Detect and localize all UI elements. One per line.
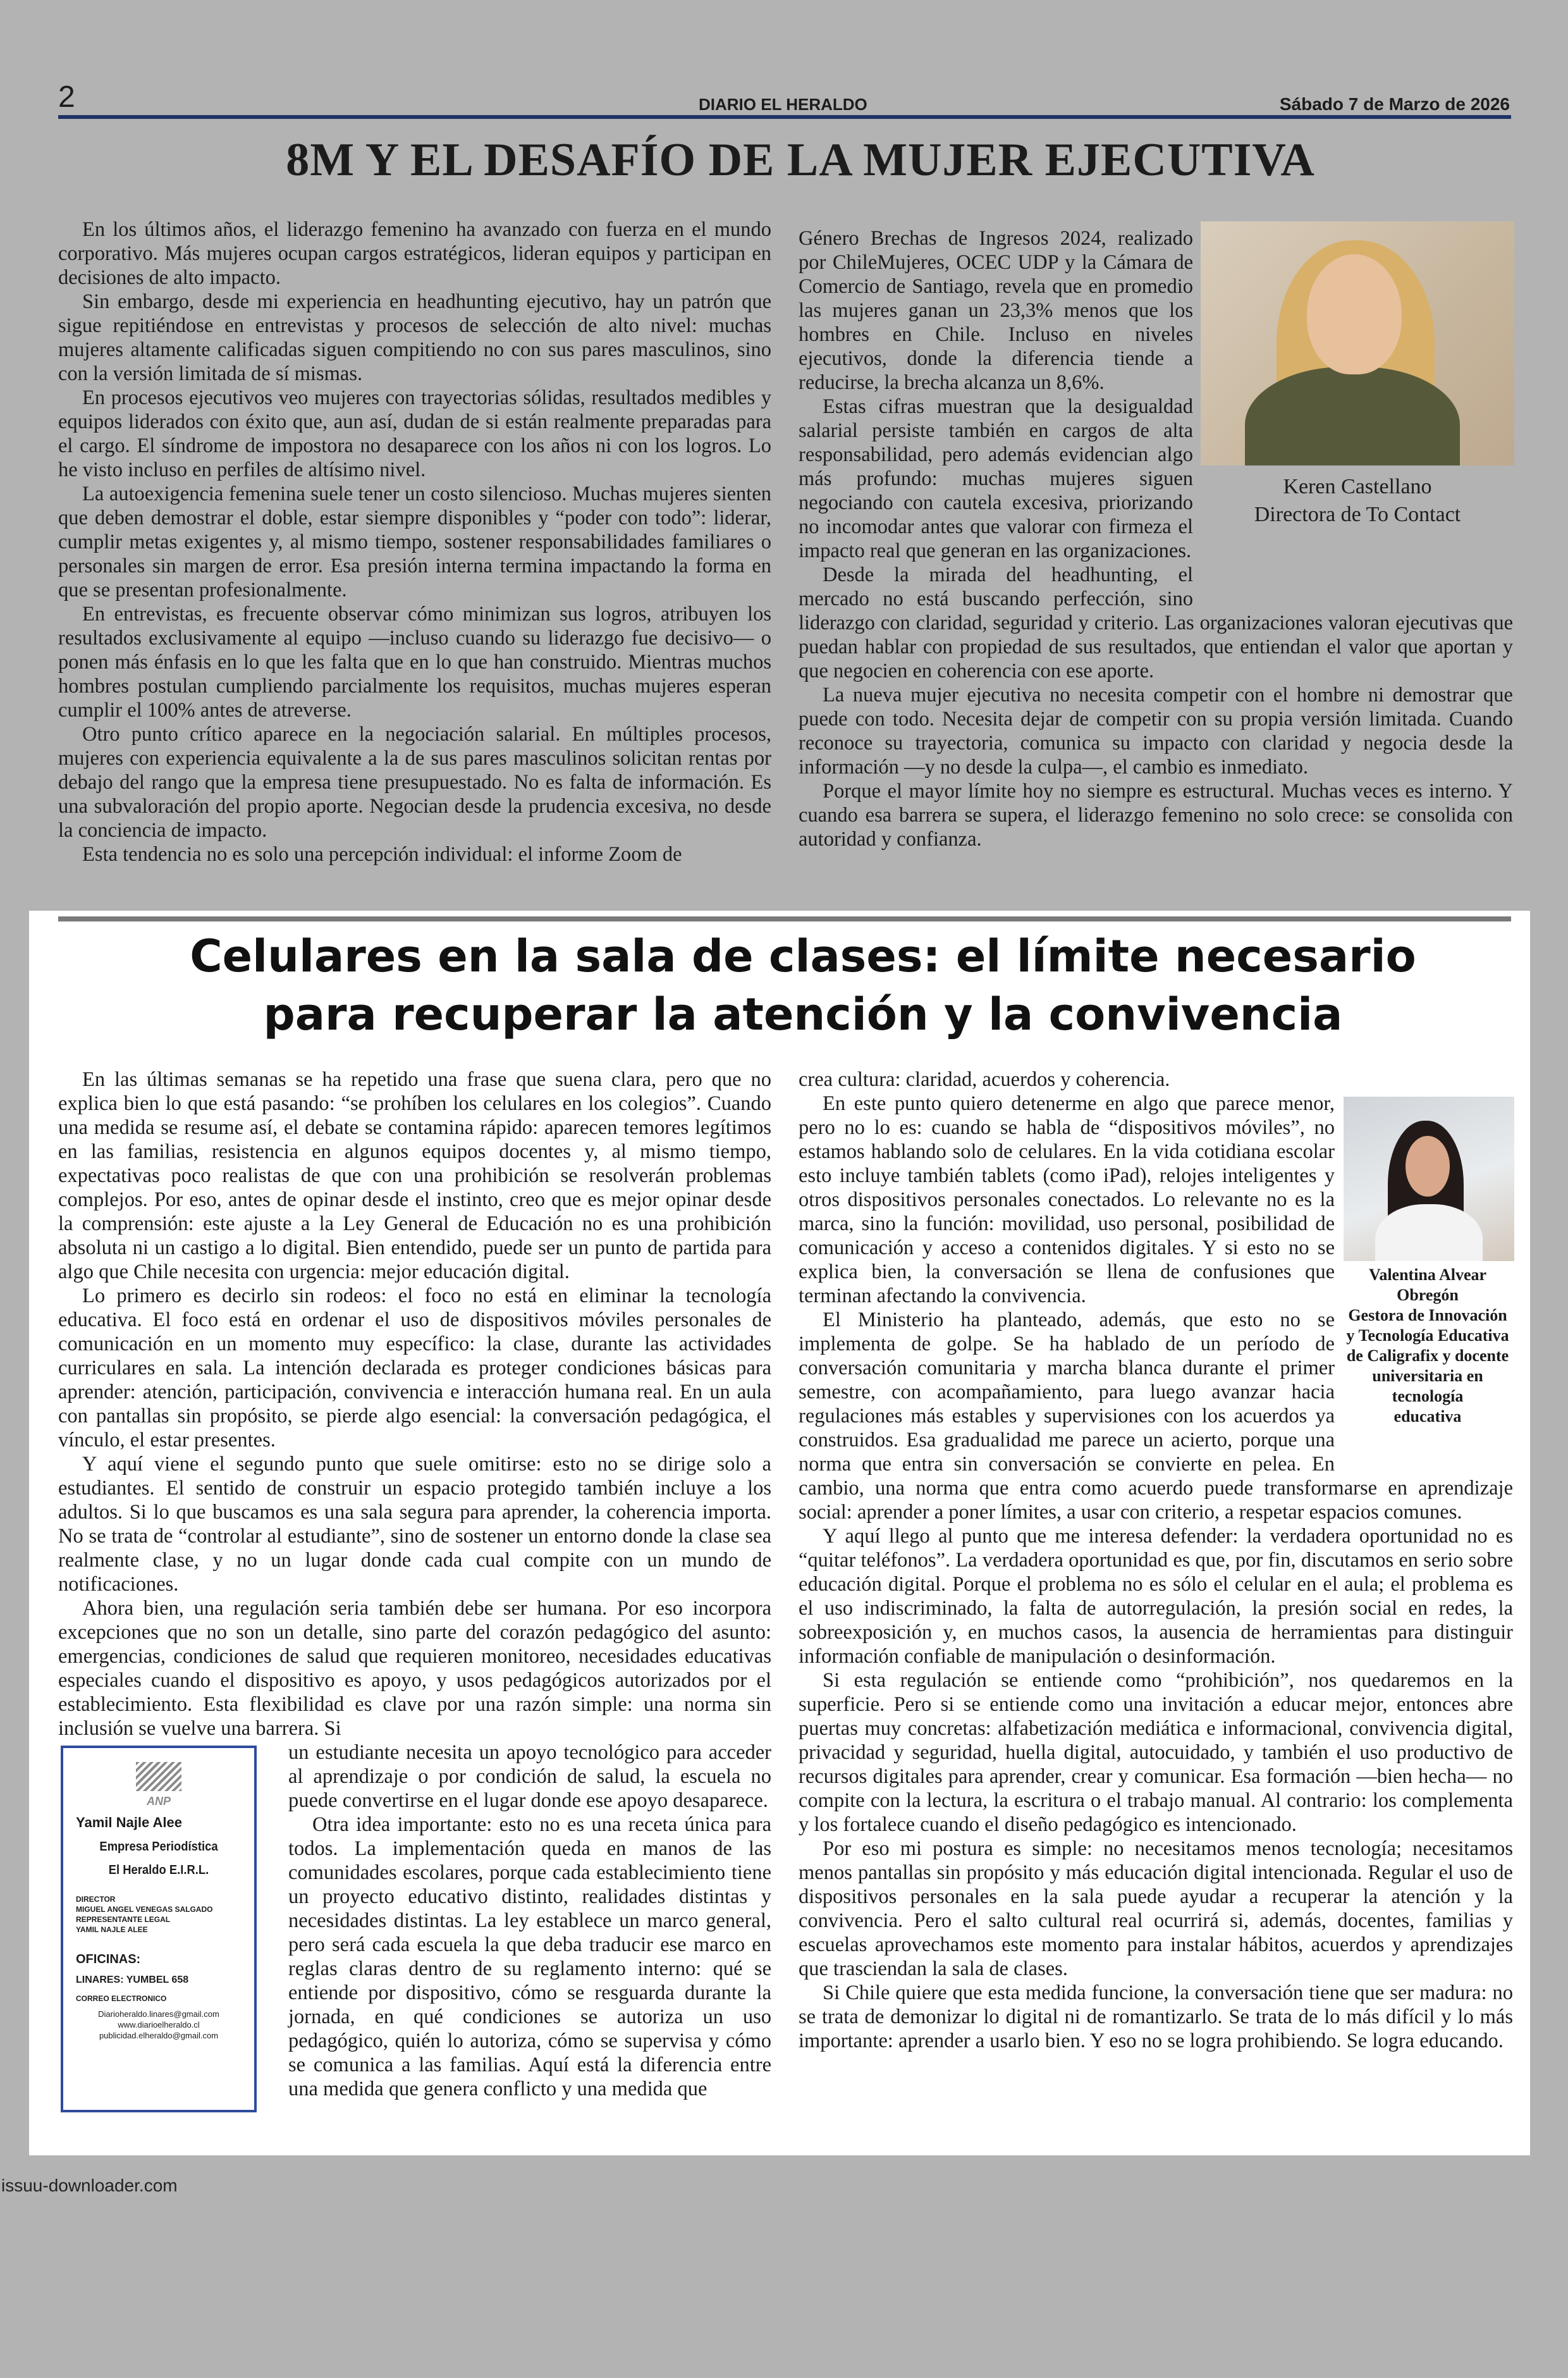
offices-address: LINARES: YUMBEL 658 bbox=[76, 1974, 189, 1985]
paragraph: En este punto quiero detenerme en algo que parece menor, pero no lo es: cuando se habla de “dispositivos móviles”, no estamos hablando solo de celulares. En la vida cotidiana escolar esto incluye también tablets (como iPad), relojes inteligentes y otros dispositivos personales conectados. Lo relevante no es la marca, sino la función: movilidad, uso personal, posibilidad de comunicación y acceso a contenidos digitales. Y si esto no se explica bien, la conversación se llena de confusiones que terminan afectando la convivencia. bbox=[799, 1092, 1335, 1307]
offices-label: OFICINAS: bbox=[76, 1952, 141, 1966]
author-role: Gestora de Innovación bbox=[1348, 1306, 1507, 1324]
author-photo bbox=[1201, 221, 1514, 465]
firm-name: El Heraldo E.I.R.L. bbox=[108, 1863, 209, 1877]
section-divider bbox=[58, 916, 1511, 921]
author-photo-figure bbox=[1201, 221, 1514, 583]
paragraph: En entrevistas, es frecuente observar cómo minimizan sus logros, atribuyen los resultados exclusivamente al equipo —incluso cuando su liderazgo fue decisivo— o ponen más énfasis en lo que les falta que en lo que han construido. Mientras muchos hombres postulan cumpliendo parcialmente los requisitos, muchas mujeres esperan cumplir el 100% antes de atreverse. bbox=[58, 603, 771, 722]
email-label: CORREO ELECTRONICO bbox=[76, 1994, 167, 2003]
paragraph: Ahora bien, una regulación seria también debe ser humana. Por eso incorpora excepciones que no son un detalle, sino parte del corazón pedagógico del asunto: emergencias, condiciones de salud que requieren monitoreo, necesidades educativas especiales cuando el dispositivo es apoyo, y usos pedagógicos autorizados por el establecimiento. Esta flexibilidad es clave por una razón simple: una norma sin inclusión se vuelve una barrera. Si bbox=[58, 1597, 771, 1740]
paragraph: En procesos ejecutivos veo mujeres con trayectorias sólidas, resultados medibles y equipos liderados con éxito que, aun así, dudan de si están realmente preparadas para el cargo. El síndrome de impostora no desaparece con los años ni con los logros. Lo he visto incluso en perfiles de altísimo nivel. bbox=[58, 386, 771, 481]
masthead-box bbox=[61, 1746, 257, 2112]
paragraph: En las últimas semanas se ha repetido una frase que suena clara, pero que no explica bien lo que está pasando: “se prohíben los celulares en los colegios”. Cuando una medida se resume así, el debate se contamina rápido: aparecen temores legítimos en las familias, resistencia en algunos equipos docentes y, al mismo tiempo, expectativas poco realistas de que con una prohibición se resolverán problemas complejos. Por eso, antes de opinar desde el instinto, creo que es mejor opinar desde la comprensión: este ajuste a la Ley General de Educación no es una prohibición absoluta ni un castigo a lo digital. Bien entendido, puede ser un punto de partida para algo que Chile necesita con urgencia: mejor educación digital. bbox=[58, 1068, 771, 1283]
anp-logo-text: ANP bbox=[146, 1795, 171, 1808]
paragraph: La nueva mujer ejecutiva no necesita competir con el hombre ni demostrar que puede con todo. Necesita dejar de competir con su propia versión limitada. Cuando reconoce su trayectoria, comunica su impacto con claridad y negocia desde la información —y no desde la culpa—, el cambio es inmediato. bbox=[799, 684, 1513, 779]
paragraph: Lo primero es decirlo sin rodeos: el foco no está en eliminar la tecnología educativa. El foco está en ordenar el uso de dispositivos móviles personales de comunicación en un momento muy específico: la clase, durante las actividades curriculares en sala. La intención declarada es proteger condiciones básicas para aprender: atención, participación, convivencia e interacción humana real. En un aula con pantallas sin propósito, se pierde algo esencial: la conversación pedagógica, el vínculo, el estar presentes. bbox=[58, 1284, 771, 1451]
paragraph: Otro punto crítico aparece en la negociación salarial. En múltiples procesos, mujeres con experiencia equivalente a la de sus pares masculinos solicitan rentas por debajo del rango que la empresa tiene presupuestado. No es falta de información. Es una subvaloración del propio aporte. Negocian desde la prudencia excesiva, no desde la conciencia de impacto. bbox=[58, 723, 771, 842]
article1-column-1 bbox=[58, 218, 771, 866]
article2-title-line-1: Celulares en la sala de clases: el límite necesario bbox=[190, 930, 1416, 982]
paragraph: La autoexigencia femenina suele tener un costo silencioso. Muchas mujeres sienten que deben demostrar el doble, estar siempre disponibles y “poder con todo”: liderar, cumplir metas exigentes y, al mismo tiempo, sostener responsabilidades familiares o personales sin margen de error. Esa presión interna termina impactando la forma en que se presentan profesionalmente. bbox=[58, 483, 771, 601]
email-address[interactable]: publicidad.elheraldo@gmail.com bbox=[99, 2031, 219, 2040]
anp-logo-icon bbox=[136, 1762, 181, 1797]
paragraph: Esta tendencia no es solo una percepción individual: el informe Zoom de bbox=[82, 843, 682, 866]
author-name: Keren Castellano bbox=[1283, 475, 1432, 498]
paragraph: En los últimos años, el liderazgo femenino ha avanzado con fuerza en el mundo corporativo. Más mujeres ocupan cargos estratégicos, lideran equipos y participan en decisiones de alto impacto. bbox=[58, 218, 771, 289]
contact-block bbox=[76, 2009, 242, 2041]
page-number: 2 bbox=[58, 80, 75, 114]
legal-rep-name: YAMIL NAJLE ALEE bbox=[76, 1925, 148, 1934]
paragraph: Género Brechas de Ingresos 2024, realizado por ChileMujeres, OCEC UDP y la Cámara de Comercio de Santiago, revela que en promedio las mujeres ganan un 23,3% menos que los hombres en Chile. Incluso en niveles ejecutivos, donde la diferencia tiende a reducirse, la brecha alcanza un 8,6%. bbox=[799, 227, 1193, 394]
article1-title: 8M Y EL DESAFÍO DE LA MUJER EJECUTIVA bbox=[286, 134, 1315, 186]
article2-column-1-narrow bbox=[288, 1740, 771, 2101]
paragraph: crea cultura: claridad, acuerdos y coherencia. bbox=[799, 1068, 1170, 1091]
article2-title-line-2: para recuperar la atención y la convivencia bbox=[263, 989, 1343, 1040]
article1-column-2 bbox=[799, 226, 1513, 851]
paragraph: El Ministerio ha planteado, además, que esto no se implementa de golpe. Se ha hablado de un período de conversación comunitaria y marcha blanca durante el primer semestre, con acompañamiento, para luego avanzar hacia regulaciones más estables y supervisiones con los acuerdos ya construidos. Esa gradualidad me parece un acierto, porque una norma que entra sin conversación se convierte en pelea. En cambio, una norma que entra como acuerdo puede transformarse en aprendizaje social: aprender a poner límites, a usar con criterio, a respetar espacios comunes. bbox=[799, 1309, 1513, 1524]
photo-caption bbox=[1341, 1261, 1514, 1427]
issue-date: Sábado 7 de Marzo de 2026 bbox=[1279, 94, 1510, 114]
author-name: Valentina Alvear Obregón bbox=[1368, 1266, 1487, 1304]
author-role: educativa bbox=[1393, 1407, 1462, 1426]
owner-name: Yamil Najle Alee bbox=[76, 1814, 182, 1830]
author-role: universitaria en tecnología bbox=[1372, 1367, 1483, 1405]
article2-title bbox=[82, 927, 1524, 1044]
author-role: Directora de To Contact bbox=[1254, 503, 1461, 526]
newspaper-name: DIARIO EL HERALDO bbox=[699, 95, 867, 114]
director-label: DIRECTOR bbox=[76, 1895, 116, 1904]
header-rule bbox=[58, 115, 1511, 119]
paragraph: Estas cifras muestran que la desigualdad salarial persiste también en cargos de alta responsabilidad, pero además evidencian algo más profundo: muchas mujeres siguen negociando con cautela excesiva, priorizando no incomodar antes que valorar con firmeza el impacto real que generan en las organizaciones. bbox=[799, 395, 1193, 562]
director-name: MIGUEL ANGEL VENEGAS SALGADO bbox=[76, 1905, 213, 1914]
article2-column-2 bbox=[799, 1068, 1513, 2053]
paragraph: Y aquí llego al punto que me interesa defender: la verdadera oportunidad no es “quitar teléfonos”. La verdadera oportunidad es que, por fin, discutamos en serio sobre educación digital. Porque el problema no es sólo el celular en el aula; el problema es el uso indiscriminado, la falta de autorregulación, la presión social en redes, la sobreexposición y, en muchos casos, la ausencia de herramientas para distinguir información confiable de manipulación o desinformación. bbox=[799, 1525, 1513, 1668]
paragraph: Desde la mirada del headhunting, el mercado no está buscando perfección, sino liderazgo con claridad, seguridad y criterio. Las organizaciones valoran ejecutivas que puedan hablar con propiedad de sus resultados, que entiendan el valor que aportan y que negocien en coherencia con ese aporte. bbox=[799, 564, 1513, 682]
paragraph: Sin embargo, desde mi experiencia en headhunting ejecutivo, hay un patrón que sigue repitiéndose en entrevistas y procesos de selección de alto nivel: muchas mujeres altamente calificadas siguen compitiendo no con sus pares masculinos, sino con la versión limitada de sí mismas. bbox=[58, 290, 771, 385]
paragraph: Porque el mayor límite hoy no siempre es estructural. Muchas veces es interno. Y cuando esa barrera se supera, el liderazgo femenino no solo crece: se consolida con autoridad y confianza. bbox=[799, 780, 1513, 851]
paragraph: Si esta regulación se entiende como “prohibición”, nos quedaremos en la superficie. Pero si se entiende como una invitación a educar mejor, entonces abre puertas muy concretas: alfabetización mediática e informacional, convivencia digital, privacidad y seguridad, huella digital, autocuidado, y también el uso productivo de recursos digitales para aprender, crear y comunicar. Esa formación —bien hecha— no compite con la lectura, la escritura o el trabajo manual. Al contrario: los complementa y los fortalece cuando el diseño pedagógico es intencionado. bbox=[799, 1669, 1513, 1836]
author-role: y Tecnología Educativa bbox=[1346, 1326, 1509, 1345]
paragraph: Por eso mi postura es simple: no necesitamos menos tecnología; necesitamos menos pantallas sin propósito y más educación digital intencionada. Regular el uso de dispositivos personales en la sala puede ayudar a recuperar la atención y la convivencia. Pero el salto cultural real ocurrirá si, además, docentes, familias y escuelas aprovechamos este momento para instalar hábitos, acuerdos y aprendizajes que trasciendan la sala de clases. bbox=[799, 1837, 1513, 1980]
paragraph: un estudiante necesita un apoyo tecnológico para acceder al aprendizaje o por condición de salud, la escuela no puede convertirse en el lugar donde ese apoyo desaparece. bbox=[288, 1741, 771, 1812]
watermark: issuu-downloader.com bbox=[1, 2176, 178, 2195]
author-photo-figure bbox=[1341, 1097, 1514, 1451]
company-name: Empresa Periodística bbox=[99, 1840, 218, 1854]
email-address[interactable]: Diarioheraldo.linares@gmail.com bbox=[98, 2009, 219, 2019]
photo-caption bbox=[1201, 465, 1514, 529]
author-photo bbox=[1344, 1097, 1514, 1261]
legal-rep-label: REPRESENTANTE LEGAL bbox=[76, 1915, 171, 1924]
paragraph: Si Chile quiere que esta medida funcione, la conversación tiene que ser madura: no se trata de demonizar lo digital ni de romantizarlo. Se trata de lo más difícil y lo más importante: aprender a usarlo bien. Y eso no se logra prohibiendo. Se logra educando. bbox=[799, 1981, 1513, 2052]
paragraph: Otra idea importante: esto no es una receta única para todos. La implementación queda en manos de las comunidades escolares, porque cada establecimiento tiene un proyecto educativo distinto, realidades distintas y necesidades distintas. La ley establece un marco general, pero será cada escuela la que deba traducir ese marco en reglas claras dentro de su reglamento interno: qué se entiende por dispositivo, cómo se resguarda durante la jornada, en qué condiciones se autoriza un uso pedagógico, quién lo autoriza, cómo se supervisa y cómo se comunica a las familias. Aquí está la diferencia entre una medida que genera conflicto y una medida que bbox=[288, 1813, 771, 2100]
paragraph: Y aquí viene el segundo punto que suele omitirse: esto no se dirige solo a estudiantes. El sentido de construir un espacio protegido también incluye a los adultos. Si lo que buscamos es una sala segura para aprender, la coherencia importa. No se trata de “controlar al estudiante”, sino de sostener un entorno donde la clase sea realmente clase, y no un lugar donde cada cual compite con un mundo de notificaciones. bbox=[58, 1453, 771, 1596]
website-link[interactable]: www.diarioelheraldo.cl bbox=[118, 2020, 200, 2030]
author-role: de Caligrafix y docente bbox=[1346, 1346, 1509, 1365]
